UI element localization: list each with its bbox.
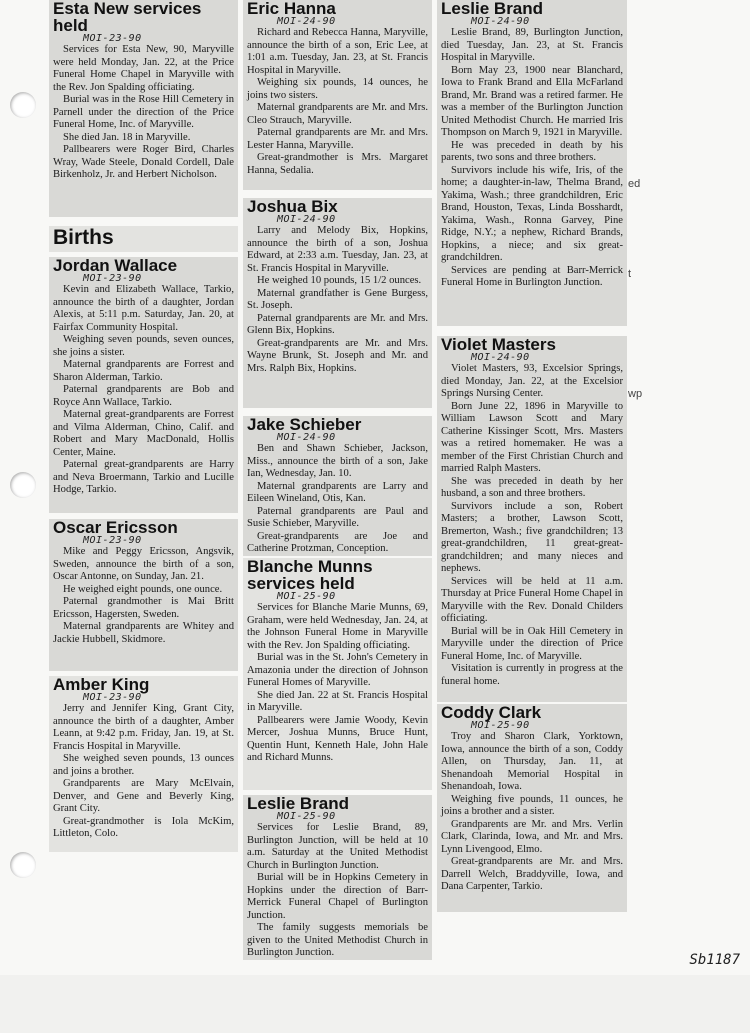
notice-paragraph: Grandparents are Mary McElvain, Denver, and Gene and Beverly King, Grant City. xyxy=(53,778,234,814)
notice-paragraph: Paternal grandmother is Mai Britt Ericsson, Hagersten, Sweden. xyxy=(53,596,234,620)
notice-paragraph: Paternal grandparents are Bob and Royce Ann Wallace, Tarkio. xyxy=(53,384,234,408)
section-heading-clipping xyxy=(49,226,238,252)
notice-paragraph: Burial was in the St. John's Cemetery in Amazonia under the direction of Johnson Funeral Homes of Maryville. xyxy=(247,652,428,688)
notice-paragraph: Born June 22, 1896 in Maryville to William Lawson Scott and Mary Catherine Kissinger Scott, Mrs. Masters was a retired homemaker. He was a member of the First Christian Church and married Ralph Masters. xyxy=(441,400,623,474)
notice-paragraph: Mike and Peggy Ericsson, Angsvik, Sweden, announce the birth of a son, Oscar Antonne, on Sunday, Jan. 21. xyxy=(53,546,234,582)
notice-paragraph: Services for Blanche Marie Munns, 69, Graham, were held Wednesday, Jan. 24, at the Johnson Funeral Home in Maryville with the Rev. Jon Spalding officiating. xyxy=(247,602,428,651)
notice-paragraph: He was preceded in death by his parents, two sons and three brothers. xyxy=(441,139,623,163)
births-heading: Births xyxy=(53,226,114,249)
handwritten-date: MOI-24-90 xyxy=(277,214,336,225)
birth-clipping xyxy=(243,0,432,190)
notice-paragraph: Great-grandparents are Joe and Catherine Protzman, Conception. xyxy=(247,530,428,554)
notice-paragraph: Maternal great-grandparents are Forrest and Vilma Alderman, Chino, Calif. and Robert and Mary MacDonald, Hollis Center, Maine. xyxy=(53,409,234,458)
notice-paragraph: Richard and Rebecca Hanna, Maryville, announce the birth of a son, Eric Lee, at 1:01 a.m. Tuesday, Jan. 23, at St. Francis Hospital in Maryville. xyxy=(247,27,428,76)
binder-hole xyxy=(10,472,36,498)
handwritten-date: MOI-25-90 xyxy=(277,811,336,822)
binder-hole xyxy=(10,852,36,878)
notice-paragraph: Weighing five pounds, 11 ounces, he joins a brother and a sister. xyxy=(441,793,623,817)
birth-clipping xyxy=(49,676,238,852)
notice-paragraph: Leslie Brand, 89, Burlington Junction, died Tuesday, Jan. 23, at St. Francis Hospital in Maryville. xyxy=(441,27,623,63)
birth-clipping xyxy=(49,519,238,671)
handwritten-date: MOI-23-90 xyxy=(83,692,142,703)
notice-paragraph: Larry and Melody Bix, Hopkins, announce the birth of a son, Joshua Edward, at 2:33 a.m. Tuesday, Jan. 23, at St. Francis Hospital in Maryville. xyxy=(247,225,428,274)
notice-paragraph: She was preceded in death by her husband, a son and three brothers. xyxy=(441,475,623,499)
binder-hole xyxy=(10,92,36,118)
notice-paragraph: Jerry and Jennifer King, Grant City, announce the birth of a daughter, Amber Leann, at 9:42 p.m. Friday, Jan. 19, at St. Francis Hospital in Maryville. xyxy=(53,703,234,752)
handwritten-date: MOI-25-90 xyxy=(277,591,336,602)
notice-paragraph: Great-grandmother is Mrs. Margaret Hanna, Sedalia. xyxy=(247,152,428,176)
notice-title: Joshua Bix xyxy=(247,198,338,216)
handwritten-date: MOI-23-90 xyxy=(83,33,142,44)
obituary-clipping xyxy=(243,795,432,960)
notice-paragraph: Grandparents are Mr. and Mrs. Verlin Clark, Clarinda, Iowa, and Mr. and Mrs. Lynn Livengood, Elmo. xyxy=(441,818,623,855)
notice-paragraph: Ben and Shawn Schieber, Jackson, Miss., announce the birth of a son, Jake Ian, Wednesday, Jan. 10. xyxy=(247,443,428,479)
notice-paragraph: He weighed 10 pounds, 15 1/2 ounces. xyxy=(257,275,422,286)
notice-paragraph: Visitation is currently in progress at the funeral home. xyxy=(441,663,623,687)
notice-title: Amber King xyxy=(53,676,150,694)
notice-paragraph: Troy and Sharon Clark, Yorktown, Iowa, announce the birth of a son, Coddy Allen, on Thursday, Jan. 11, at Shenandoah Memorial Hospital in Shenandoah, Iowa. xyxy=(441,731,623,792)
obituary-clipping xyxy=(49,0,238,217)
notice-paragraph: The family suggests memorials be given to the United Methodist Church in Burlington Junction. xyxy=(247,922,428,958)
notice-title: Jordan Wallace xyxy=(53,257,178,275)
notice-paragraph: Great-grandparents are Mr. and Mrs. Wayne Brunk, St. Joseph and Mr. and Mrs. Ralph Bix, Hopkins. xyxy=(247,337,428,374)
notice-title: Coddy Clark xyxy=(441,704,542,722)
notice-paragraph: Weighing six pounds, 14 ounces, he joins two sisters. xyxy=(247,77,428,101)
notice-paragraph: Services are pending at Barr-Merrick Funeral Home in Burlington Junction. xyxy=(441,264,623,288)
handwritten-date: MOI-23-90 xyxy=(83,535,142,546)
birth-clipping xyxy=(243,198,432,408)
notice-title: Leslie Brand xyxy=(247,795,350,813)
handwritten-date: MOI-24-90 xyxy=(471,16,530,27)
notice-title: Leslie Brand xyxy=(441,0,544,18)
notice-title: Jake Schieber xyxy=(247,416,362,434)
notice-paragraph: Burial will be in Oak Hill Cemetery in Maryville under the direction of Price Funeral Home, Inc. of Maryville. xyxy=(441,625,623,662)
notice-paragraph: Paternal great-grandparents are Harry and Neva Broermann, Tarkio and Lucille Hodge, Tarkio. xyxy=(53,459,234,495)
notice-paragraph: Pallbearers were Roger Bird, Charles Wray, Wade Steele, Donald Cordell, Dale Birkenholz, Jr. and Herbert Nicholson. xyxy=(53,144,234,180)
notice-paragraph: Maternal grandparents are Larry and Eileen Wineland, Otis, Kan. xyxy=(247,480,428,504)
handwritten-date: MOI-23-90 xyxy=(83,273,142,284)
notice-paragraph: Paternal grandparents are Paul and Susie Schieber, Maryville. xyxy=(247,505,428,529)
notice-paragraph: Maternal grandparents are Whitey and Jackie Hubbell, Skidmore. xyxy=(53,621,234,645)
notice-paragraph: Maternal grandfather is Gene Burgess, St. Joseph. xyxy=(247,287,428,311)
handwritten-date: MOI-24-90 xyxy=(471,352,530,363)
notice-paragraph: Paternal grandparents are Mr. and Mrs. Lester Hanna, Maryville. xyxy=(247,127,428,151)
notice-paragraph: Survivors include a son, Robert Masters; a brother, Lawson Scott, Bremerton, Wash.; five grandchildren; 13 great-grandchildren, 11 great-great-grandchildren; and many nieces and nephews. xyxy=(441,500,623,574)
notice-paragraph: Burial will be in Hopkins Cemetery in Hopkins under the direction of Barr-Merrick Funeral Chapel of Burlington Junction. xyxy=(247,872,428,921)
notice-paragraph: Great-grandmother is Iola McKim, Littleton, Colo. xyxy=(53,815,234,839)
notice-title: Violet Masters xyxy=(441,336,556,354)
notice-title: Eric Hanna xyxy=(247,0,336,18)
birth-clipping xyxy=(49,257,238,513)
notice-paragraph: Services for Leslie Brand, 89, Burlington Junction, will be held at 10 a.m. Saturday at the United Methodist Church in Burlington Junction. xyxy=(247,822,428,871)
notice-paragraph: Services for Esta New, 90, Maryville were held Monday, Jan. 22, at the Price Funeral Home Chapel in Maryville with the Rev. Jon Spalding officiating. xyxy=(53,44,234,93)
notice-paragraph: Weighing seven pounds, seven ounces, she joins a sister. xyxy=(53,334,234,358)
margin-mark: wp xyxy=(628,388,643,400)
notice-title: Esta New services held xyxy=(53,0,202,35)
obituary-clipping xyxy=(243,558,432,790)
notice-paragraph: Survivors include his wife, Iris, of the home; a daughter-in-law, Thelma Brand, Yakima, Wash.; three grandchildren, Eric Brand, Houston, Texas, Linda Bosshardt, Yakima, Wash., Ronna Garvey, Pine Ridge, N.Y.; a nephew, Richard Brands, Hopkins, a niece; and six great-grandchildren. xyxy=(441,164,623,263)
notice-title: Oscar Ericsson xyxy=(53,519,178,537)
notice-paragraph: She died Jan. 18 in Maryville. xyxy=(63,131,191,143)
notice-paragraph: Born May 23, 1900 near Blanchard, Iowa to Frank Brand and Ella McFarland Brand, Mr. Brand was a retired farmer. He was a member of the Burlington Junction United Methodist Church. He married Iris Thompson on March 9, 1921 in Maryville. xyxy=(441,64,623,138)
margin-mark: t xyxy=(628,268,632,280)
obituary-clipping xyxy=(437,0,627,326)
notice-paragraph: She died Jan. 22 at St. Francis Hospital in Maryville. xyxy=(247,689,428,713)
notice-paragraph: Kevin and Elizabeth Wallace, Tarkio, announce the birth of a daughter, Jordan Alexis, at 5:11 p.m. Saturday, Jan. 20, at Fairfax Community Hospital. xyxy=(53,284,234,333)
handwritten-date: MOI-24-90 xyxy=(277,432,336,443)
birth-clipping xyxy=(243,416,432,556)
notice-paragraph: Violet Masters, 93, Excelsior Springs, died Monday, Jan. 22, at the Excelsior Springs Nursing Center. xyxy=(441,363,623,399)
margin-mark: ed xyxy=(628,178,641,190)
notice-paragraph: Services will be held at 11 a.m. Thursday at Price Funeral Home Chapel in Maryville with the Rev. Donald Childers officiating. xyxy=(441,575,623,624)
birth-clipping xyxy=(437,704,627,912)
notice-paragraph: She weighed seven pounds, 13 ounces and joins a brother. xyxy=(53,753,234,777)
notice-paragraph: Burial was in the Rose Hill Cemetery in Parnell under the direction of the Price Funeral Home, Inc. of Maryville. xyxy=(53,94,234,130)
handwritten-date: MOI-25-90 xyxy=(471,720,530,731)
notice-title: Blanche Munns services held xyxy=(247,558,373,593)
notice-paragraph: He weighed eight pounds, one ounce. xyxy=(63,583,223,595)
notice-paragraph: Maternal grandparents are Mr. and Mrs. Cleo Strauch, Maryville. xyxy=(247,102,428,126)
obituary-clipping xyxy=(437,336,627,702)
notice-paragraph: Pallbearers were Jamie Woody, Kevin Mercer, Joshua Munns, Bruce Hunt, Quentin Hunt, Kenneth Hale, John Hale and Richard Munns. xyxy=(247,714,428,763)
page-id: Sb1187 xyxy=(689,952,740,968)
notice-paragraph: Maternal grandparents are Forrest and Sharon Alderman, Tarkio. xyxy=(53,359,234,383)
notice-paragraph: Paternal grandparents are Mr. and Mrs. Glenn Bix, Hopkins. xyxy=(247,312,428,336)
notice-paragraph: Great-grandparents are Mr. and Mrs. Darrell Welch, Braddyville, Iowa, and Dana Carpenter, Tarkio. xyxy=(441,856,623,892)
handwritten-date: MOI-24-90 xyxy=(277,16,336,27)
